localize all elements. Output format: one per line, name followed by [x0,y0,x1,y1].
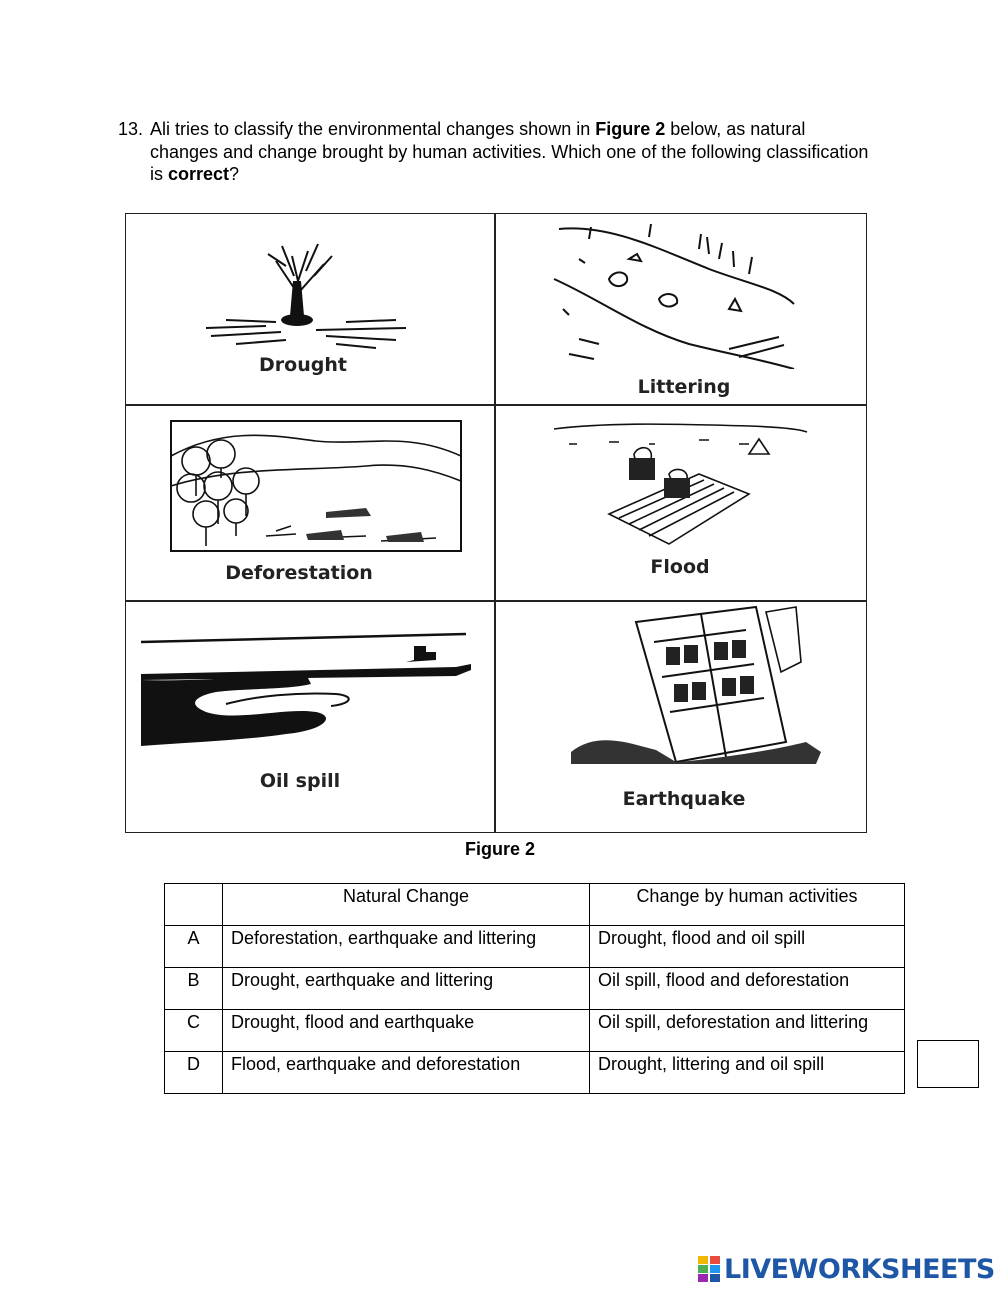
figure-caption: Figure 2 [464,839,535,859]
table-row-c [165,1010,905,1052]
littering-illustration [549,219,799,369]
option-letter: A [165,926,223,968]
option-natural-change: Deforestation, earthquake and littering [223,926,590,968]
figure-cell-drought [126,214,494,404]
figure-cell-oil-spill [126,600,494,832]
option-human-change: Drought, littering and oil spill [590,1052,905,1094]
option-letter: C [165,1010,223,1052]
drought-illustration [196,236,416,356]
question-text-part-2: below, as natural changes and change brought by human activities. Which one of the following classification is [150,119,869,184]
table-header-natural-change: Natural Change [223,884,590,926]
question-emphasis: correct [168,164,230,184]
question-text-part-1: Ali tries to classify the environmental changes shown in [150,119,596,139]
cell-label-drought: Drought [259,354,347,376]
answer-input-box[interactable] [917,1040,979,1088]
option-human-change: Oil spill, flood and deforestation [590,968,905,1010]
flood-illustration [549,414,809,554]
earthquake-illustration [566,602,826,767]
figure-cell-deforestation [126,404,494,600]
table-row-a [165,926,905,968]
liveworksheets-logo-icon [698,1256,720,1282]
question [118,118,878,186]
option-letter: D [165,1052,223,1094]
question-number: 13. [118,119,144,139]
option-natural-change: Flood, earthquake and deforestation [223,1052,590,1094]
option-letter: B [165,968,223,1010]
table-header-option [165,884,223,926]
answer-options-table [164,883,905,1094]
option-natural-change: Drought, earthquake and littering [223,968,590,1010]
cell-label-littering: Littering [637,376,731,398]
cell-label-oil-spill: Oil spill [259,770,341,792]
deforestation-illustration [166,416,466,556]
question-text-part-3: ? [229,164,240,184]
figure-2 [125,213,867,833]
cell-label-deforestation: Deforestation [225,562,373,584]
table-header-human-change: Change by human activities [590,884,905,926]
table-header-row [165,884,905,926]
option-natural-change: Drought, flood and earthquake [223,1010,590,1052]
brand-footer[interactable] [698,1252,995,1286]
cell-label-flood: Flood [650,556,710,578]
oil-spill-illustration [136,612,476,752]
option-human-change: Drought, flood and oil spill [590,926,905,968]
table-row-d [165,1052,905,1094]
option-human-change: Oil spill, deforestation and littering [590,1010,905,1052]
brand-name: LIVEWORKSHEETS [724,1253,995,1285]
figure-cell-earthquake [494,600,866,832]
table-row-b [165,968,905,1010]
question-figure-ref: Figure 2 [595,119,666,139]
cell-label-earthquake: Earthquake [622,788,746,810]
question-text [150,118,878,186]
figure-cell-flood [494,404,866,600]
figure-cell-littering [494,214,866,404]
